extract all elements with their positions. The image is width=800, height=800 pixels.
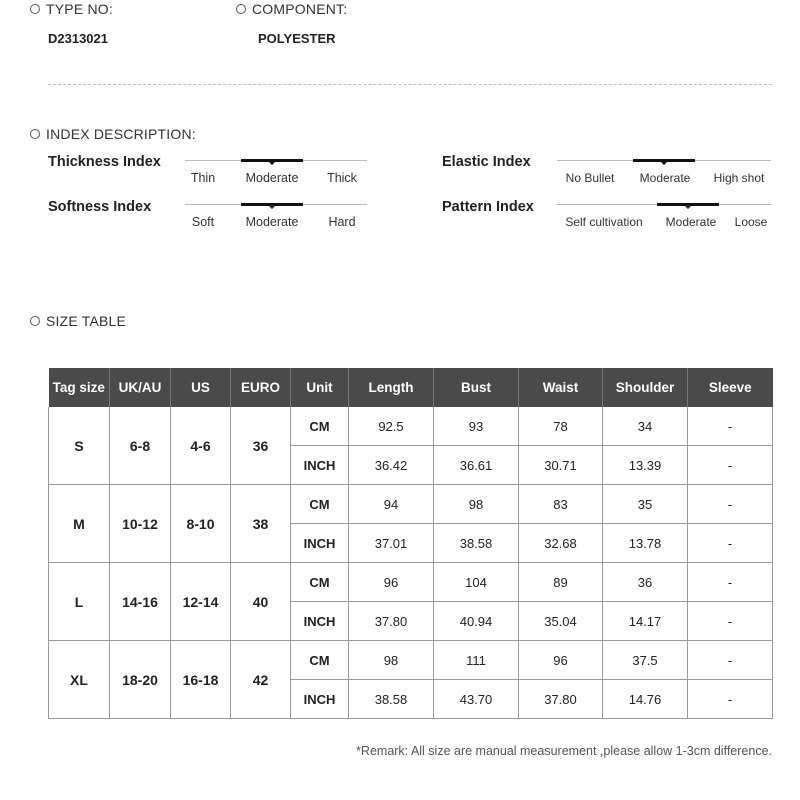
sleeve-cell: - xyxy=(688,485,773,524)
sleeve-cell: - xyxy=(688,602,773,641)
tag-size-cell: M xyxy=(49,485,110,563)
header-uk-au: UK/AU xyxy=(110,368,171,407)
header-waist: Waist xyxy=(519,368,603,407)
bullet-circle-icon xyxy=(30,129,40,139)
length-cell: 98 xyxy=(349,641,434,680)
shoulder-cell: 13.39 xyxy=(603,446,688,485)
scale-option: Thin xyxy=(190,171,216,185)
unit-cell: INCH xyxy=(291,602,349,641)
index-description-label: INDEX DESCRIPTION: xyxy=(30,126,196,142)
scale-pointer-icon xyxy=(269,162,275,165)
scale-option-selected: Moderate xyxy=(245,215,299,229)
table-row xyxy=(49,641,773,680)
bullet-circle-icon xyxy=(30,316,40,326)
sleeve-cell: - xyxy=(688,680,773,719)
shoulder-cell: 37.5 xyxy=(603,641,688,680)
scale-option-selected: Moderate xyxy=(245,171,299,185)
bust-cell: 40.94 xyxy=(434,602,519,641)
bullet-circle-icon xyxy=(30,4,40,14)
bust-cell: 98 xyxy=(434,485,519,524)
header-unit: Unit xyxy=(291,368,349,407)
pattern-index-scale xyxy=(557,204,771,228)
shoulder-cell: 35 xyxy=(603,485,688,524)
header-euro: EURO xyxy=(231,368,291,407)
unit-cell: CM xyxy=(291,563,349,602)
shoulder-cell: 13.78 xyxy=(603,524,688,563)
header-shoulder: Shoulder xyxy=(603,368,688,407)
length-cell: 38.58 xyxy=(349,680,434,719)
bust-cell: 93 xyxy=(434,407,519,446)
elastic-index-scale xyxy=(557,160,771,184)
us-cell: 12-14 xyxy=(171,563,231,641)
bullet-circle-icon xyxy=(236,4,246,14)
table-row xyxy=(49,485,773,524)
length-cell: 37.80 xyxy=(349,602,434,641)
sleeve-cell: - xyxy=(688,446,773,485)
waist-cell: 78 xyxy=(519,407,603,446)
tag-size-cell: L xyxy=(49,563,110,641)
waist-cell: 32.68 xyxy=(519,524,603,563)
scale-pointer-icon xyxy=(685,206,691,209)
unit-cell: CM xyxy=(291,407,349,446)
length-cell: 37.01 xyxy=(349,524,434,563)
shoulder-cell: 36 xyxy=(603,563,688,602)
sleeve-cell: - xyxy=(688,641,773,680)
header-us: US xyxy=(171,368,231,407)
header-bust: Bust xyxy=(434,368,519,407)
unit-cell: CM xyxy=(291,641,349,680)
unit-cell: INCH xyxy=(291,446,349,485)
bust-cell: 36.61 xyxy=(434,446,519,485)
elastic-index-title: Elastic Index xyxy=(442,154,531,170)
length-cell: 94 xyxy=(349,485,434,524)
header-tag-size: Tag size xyxy=(49,368,110,407)
table-header-row xyxy=(49,368,773,407)
type-no-value: D2313021 xyxy=(48,31,108,46)
waist-cell: 96 xyxy=(519,641,603,680)
bust-cell: 43.70 xyxy=(434,680,519,719)
us-cell: 16-18 xyxy=(171,641,231,719)
scale-option: No Bullet xyxy=(565,171,615,185)
unit-cell: INCH xyxy=(291,680,349,719)
unit-cell: INCH xyxy=(291,524,349,563)
scale-option: Loose xyxy=(734,215,768,229)
scale-pointer-icon xyxy=(661,162,667,165)
scale-option: High shot xyxy=(713,171,765,185)
component-value: POLYESTER xyxy=(258,31,336,46)
sleeve-cell: - xyxy=(688,407,773,446)
tag-size-cell: XL xyxy=(49,641,110,719)
scale-option: Thick xyxy=(327,171,357,185)
type-no-label: TYPE NO: xyxy=(30,1,113,17)
thickness-index-title: Thickness Index xyxy=(48,154,161,170)
uk-au-cell: 10-12 xyxy=(110,485,171,563)
unit-cell: CM xyxy=(291,485,349,524)
shoulder-cell: 34 xyxy=(603,407,688,446)
softness-index-scale xyxy=(185,204,367,228)
length-cell: 96 xyxy=(349,563,434,602)
shoulder-cell: 14.76 xyxy=(603,680,688,719)
softness-index-title: Softness Index xyxy=(48,199,152,215)
size-table-label: SIZE TABLE xyxy=(30,313,126,329)
waist-cell: 35.04 xyxy=(519,602,603,641)
remark-note: *Remark: All size are manual measurement ,please allow 1-3cm difference. xyxy=(356,744,772,758)
tag-size-cell: S xyxy=(49,407,110,485)
size-table xyxy=(48,368,773,719)
euro-cell: 36 xyxy=(231,407,291,485)
us-cell: 8-10 xyxy=(171,485,231,563)
scale-option-selected: Moderate xyxy=(665,215,717,229)
waist-cell: 30.71 xyxy=(519,446,603,485)
scale-option: Self cultivation xyxy=(565,215,643,229)
divider xyxy=(48,84,772,85)
pattern-index-title: Pattern Index xyxy=(442,199,534,215)
uk-au-cell: 14-16 xyxy=(110,563,171,641)
length-cell: 92.5 xyxy=(349,407,434,446)
bust-cell: 104 xyxy=(434,563,519,602)
euro-cell: 42 xyxy=(231,641,291,719)
uk-au-cell: 6-8 xyxy=(110,407,171,485)
scale-option: Soft xyxy=(191,215,215,229)
euro-cell: 38 xyxy=(231,485,291,563)
header-length: Length xyxy=(349,368,434,407)
table-row xyxy=(49,563,773,602)
sleeve-cell: - xyxy=(688,524,773,563)
bust-cell: 111 xyxy=(434,641,519,680)
table-row xyxy=(49,407,773,446)
waist-cell: 83 xyxy=(519,485,603,524)
shoulder-cell: 14.17 xyxy=(603,602,688,641)
header-sleeve: Sleeve xyxy=(688,368,773,407)
waist-cell: 89 xyxy=(519,563,603,602)
scale-option: Hard xyxy=(328,215,356,229)
euro-cell: 40 xyxy=(231,563,291,641)
uk-au-cell: 18-20 xyxy=(110,641,171,719)
bust-cell: 38.58 xyxy=(434,524,519,563)
scale-pointer-icon xyxy=(269,206,275,209)
thickness-index-scale xyxy=(185,160,367,184)
us-cell: 4-6 xyxy=(171,407,231,485)
sleeve-cell: - xyxy=(688,563,773,602)
component-label: COMPONENT: xyxy=(236,1,347,17)
length-cell: 36.42 xyxy=(349,446,434,485)
scale-option-selected: Moderate xyxy=(639,171,691,185)
waist-cell: 37.80 xyxy=(519,680,603,719)
